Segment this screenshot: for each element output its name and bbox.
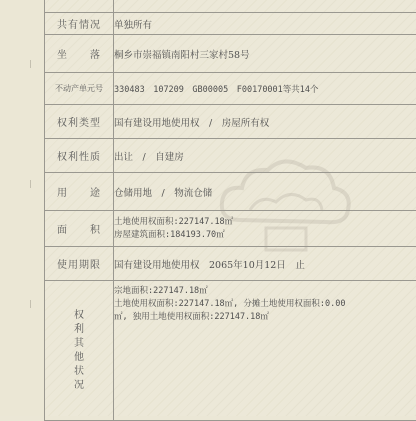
margin-tick [30,300,31,308]
row-label-top [45,0,114,13]
exclusive-area-line: ㎡, 独用土地使用权面积:227147.18㎡ [114,311,416,324]
row-label-right-type: 权利类型 [45,105,114,139]
row-label-unit-number: 不动产单元号 [45,73,114,105]
parcel-area-line: 宗地面积:227147.18㎡ [114,285,416,298]
building-area-line: 房屋建筑面积:184193.70㎡ [114,229,416,242]
row-label-co-ownership: 共有情况 [45,13,114,35]
table-row [45,73,416,105]
shared-area-line: 土地使用权面积:227147.18㎡, 分摊土地使用权面积:0.00 [114,298,416,311]
row-value-right-type: 国有建设用地使用权 / 房屋所有权 [114,105,416,139]
margin-tick [30,180,31,188]
table-row [45,173,416,211]
row-value-location: 桐乡市崇福镇南阳村三家村58号 [114,35,416,73]
vertical-label-char: 其 [45,337,113,351]
row-value-unit-number: 330483 107209 GB00005 F00170001等共14个 [114,73,416,105]
row-label-term: 使用期限 [45,247,114,281]
property-rights-table [44,0,416,421]
table-row [45,105,416,139]
table-row [45,0,416,13]
row-value-usage: 仓储用地 / 物流仓储 [114,173,416,211]
row-value-area [114,211,416,247]
table-row [45,35,416,73]
row-value-other-status [114,281,416,421]
table-row [45,139,416,173]
land-use-area-line: 土地使用权面积:227147.18㎡ [114,216,416,229]
vertical-label-char: 利 [45,323,113,337]
table-row [45,13,416,35]
vertical-label-char: 状 [45,365,113,379]
table-row [45,211,416,247]
table-row [45,281,416,421]
row-label-area: 面 积 [45,211,114,247]
row-value-top [114,0,416,13]
table-row [45,247,416,281]
vertical-label-char: 权 [45,309,113,323]
row-value-co-ownership: 单独所有 [114,13,416,35]
margin-tick [30,60,31,68]
row-value-term: 国有建设用地使用权 2065年10月12日 止 [114,247,416,281]
vertical-label-char: 况 [45,379,113,393]
row-label-other-status [45,281,114,421]
row-label-location: 坐 落 [45,35,114,73]
row-label-usage: 用 途 [45,173,114,211]
left-margin [0,0,44,416]
vertical-label-char: 他 [45,351,113,365]
row-value-right-nature: 出让 / 自建房 [114,139,416,173]
row-label-right-nature: 权利性质 [45,139,114,173]
